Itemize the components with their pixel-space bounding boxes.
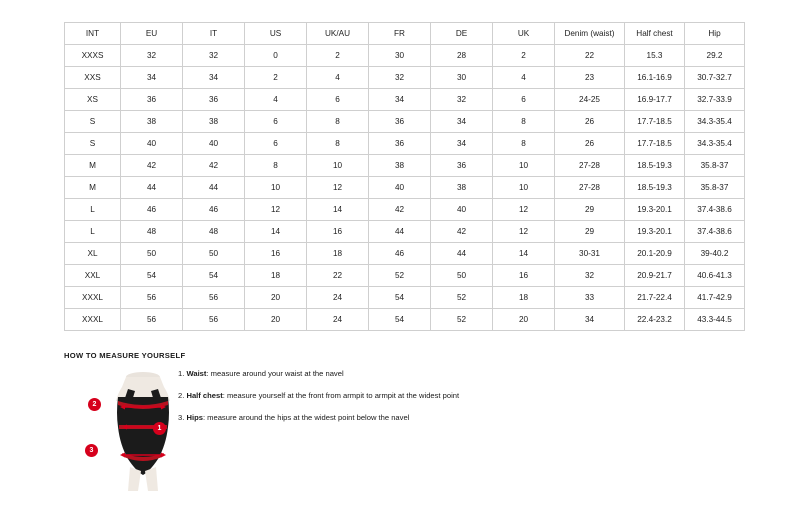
table-cell: 20.1-20.9 [625, 243, 685, 265]
table-cell: 54 [369, 287, 431, 309]
table-cell: 18 [245, 265, 307, 287]
table-cell: 44 [369, 221, 431, 243]
table-cell: 37.4-38.6 [685, 221, 745, 243]
table-cell: 34 [431, 111, 493, 133]
table-cell: 38 [431, 177, 493, 199]
table-cell: 20.9-21.7 [625, 265, 685, 287]
table-header-row [65, 23, 745, 45]
measure-note [178, 413, 598, 422]
table-cell: 43.3-44.5 [685, 309, 745, 331]
table-cell: 8 [307, 111, 369, 133]
table-cell: 40 [183, 133, 245, 155]
column-header: US [245, 23, 307, 45]
table-cell: 29 [555, 199, 625, 221]
measure-badge-waist: 1 [153, 422, 166, 435]
table-cell: 27-28 [555, 177, 625, 199]
column-header: EU [121, 23, 183, 45]
table-cell: XXXL [65, 309, 121, 331]
column-header: Denim (waist) [555, 23, 625, 45]
measure-note [178, 369, 598, 378]
note-number: 1. [178, 369, 185, 378]
table-cell: 8 [493, 111, 555, 133]
table-row [65, 309, 745, 331]
table-cell: S [65, 133, 121, 155]
table-cell: 18.5-19.3 [625, 177, 685, 199]
table-row [65, 155, 745, 177]
table-cell: 42 [183, 155, 245, 177]
table-cell: 14 [307, 199, 369, 221]
table-cell: 10 [493, 177, 555, 199]
table-cell: 12 [493, 199, 555, 221]
column-header: UK [493, 23, 555, 45]
table-cell: 39-40.2 [685, 243, 745, 265]
table-cell: 37.4-38.6 [685, 199, 745, 221]
table-cell: 24 [307, 309, 369, 331]
table-cell: 14 [493, 243, 555, 265]
table-row [65, 243, 745, 265]
table-cell: 22 [307, 265, 369, 287]
table-cell: 34 [369, 89, 431, 111]
table-cell: 16 [493, 265, 555, 287]
table-cell: 12 [493, 221, 555, 243]
table-cell: 35.8-37 [685, 155, 745, 177]
table-cell: 6 [493, 89, 555, 111]
table-cell: 35.8-37 [685, 177, 745, 199]
table-cell: 2 [493, 45, 555, 67]
table-cell: 16.1-16.9 [625, 67, 685, 89]
table-cell: 6 [245, 111, 307, 133]
table-cell: 28 [431, 45, 493, 67]
table-cell: 30.7-32.7 [685, 67, 745, 89]
table-cell: 46 [121, 199, 183, 221]
table-cell: 10 [245, 177, 307, 199]
table-cell: XXXS [65, 45, 121, 67]
table-cell: 41.7-42.9 [685, 287, 745, 309]
table-cell: XXS [65, 67, 121, 89]
table-cell: 14 [245, 221, 307, 243]
table-cell: 16 [307, 221, 369, 243]
table-cell: 50 [431, 265, 493, 287]
table-row [65, 287, 745, 309]
table-cell: 18 [493, 287, 555, 309]
table-row [65, 89, 745, 111]
table-cell: 54 [369, 309, 431, 331]
note-text: : measure around your waist at the navel [206, 369, 344, 378]
table-cell: 33 [555, 287, 625, 309]
table-cell: 24-25 [555, 89, 625, 111]
table-cell: 54 [183, 265, 245, 287]
table-cell: 56 [121, 309, 183, 331]
table-cell: XXL [65, 265, 121, 287]
table-cell: 48 [121, 221, 183, 243]
table-cell: 23 [555, 67, 625, 89]
table-cell: 10 [307, 155, 369, 177]
table-cell: 20 [493, 309, 555, 331]
table-cell: XL [65, 243, 121, 265]
table-cell: 15.3 [625, 45, 685, 67]
table-cell: 38 [369, 155, 431, 177]
table-cell: 10 [493, 155, 555, 177]
table-cell: 44 [431, 243, 493, 265]
table-cell: 16 [245, 243, 307, 265]
table-cell: 20 [245, 309, 307, 331]
table-cell: M [65, 177, 121, 199]
table-cell: 36 [121, 89, 183, 111]
table-cell: 32 [369, 67, 431, 89]
table-cell: 26 [555, 111, 625, 133]
table-cell: 34 [555, 309, 625, 331]
table-cell: 52 [369, 265, 431, 287]
table-cell: 12 [245, 199, 307, 221]
table-cell: 8 [307, 133, 369, 155]
table-cell: 52 [431, 287, 493, 309]
table-cell: 56 [183, 309, 245, 331]
table-cell: 19.3-20.1 [625, 199, 685, 221]
table-cell: XS [65, 89, 121, 111]
table-cell: 22.4-23.2 [625, 309, 685, 331]
table-cell: 34 [431, 133, 493, 155]
table-row [65, 45, 745, 67]
table-cell: 34.3-35.4 [685, 133, 745, 155]
table-cell: 32 [121, 45, 183, 67]
table-cell: 18.5-19.3 [625, 155, 685, 177]
table-row [65, 111, 745, 133]
table-cell: 40.6-41.3 [685, 265, 745, 287]
table-cell: 30 [431, 67, 493, 89]
table-cell: 46 [369, 243, 431, 265]
table-cell: 46 [183, 199, 245, 221]
table-cell: 36 [369, 111, 431, 133]
note-text: : measure yourself at the front from armpit to armpit at the widest point [222, 391, 460, 401]
column-header: Half chest [625, 23, 685, 45]
table-row [65, 67, 745, 89]
measure-notes [178, 369, 598, 435]
note-number: 2. [178, 391, 185, 401]
table-row [65, 177, 745, 199]
column-header: UK/AU [307, 23, 369, 45]
table-cell: 18 [307, 243, 369, 265]
table-cell: 22 [555, 45, 625, 67]
table-cell: 17.7-18.5 [625, 111, 685, 133]
table-cell: 38 [183, 111, 245, 133]
table-cell: 40 [431, 199, 493, 221]
table-cell: 52 [431, 309, 493, 331]
size-table [64, 22, 745, 331]
table-cell: 32.7-33.9 [685, 89, 745, 111]
table-cell: 30 [369, 45, 431, 67]
measure-badge-hips: 3 [85, 444, 98, 457]
table-cell: 42 [369, 199, 431, 221]
table-cell: 17.7-18.5 [625, 133, 685, 155]
column-header: IT [183, 23, 245, 45]
table-cell: 29.2 [685, 45, 745, 67]
size-table-container [64, 22, 734, 331]
table-cell: L [65, 199, 121, 221]
note-number: 3. [178, 413, 185, 423]
table-cell: 34 [183, 67, 245, 89]
table-cell: 36 [183, 89, 245, 111]
table-cell: 34 [121, 67, 183, 89]
table-cell: 24 [307, 287, 369, 309]
table-cell: 6 [307, 89, 369, 111]
table-cell: 42 [121, 155, 183, 177]
table-cell: S [65, 111, 121, 133]
table-cell: 44 [183, 177, 245, 199]
table-cell: 32 [431, 89, 493, 111]
note-term: Half chest [186, 391, 223, 401]
table-cell: 29 [555, 221, 625, 243]
table-cell: 30-31 [555, 243, 625, 265]
table-cell: 4 [245, 89, 307, 111]
table-cell: 36 [431, 155, 493, 177]
table-cell: 40 [369, 177, 431, 199]
table-cell: 50 [121, 243, 183, 265]
column-header: Hip [685, 23, 745, 45]
table-cell: M [65, 155, 121, 177]
table-cell: 20 [245, 287, 307, 309]
table-cell: 21.7-22.4 [625, 287, 685, 309]
table-cell: 19.3-20.1 [625, 221, 685, 243]
table-cell: 38 [121, 111, 183, 133]
table-cell: 26 [555, 133, 625, 155]
table-cell: 56 [183, 287, 245, 309]
column-header: DE [431, 23, 493, 45]
table-cell: 54 [121, 265, 183, 287]
table-cell: 4 [493, 67, 555, 89]
table-cell: 16.9-17.7 [625, 89, 685, 111]
measure-note [178, 391, 598, 400]
table-body [65, 45, 745, 331]
note-term: Hips [186, 413, 203, 423]
how-to-measure-title: HOW TO MEASURE YOURSELF [64, 351, 186, 360]
table-cell: 2 [245, 67, 307, 89]
table-cell: XXXL [65, 287, 121, 309]
table-row [65, 133, 745, 155]
table-row [65, 221, 745, 243]
column-header: FR [369, 23, 431, 45]
table-cell: 0 [245, 45, 307, 67]
table-cell: 56 [121, 287, 183, 309]
table-cell: 27-28 [555, 155, 625, 177]
table-cell: 2 [307, 45, 369, 67]
note-term: Waist [186, 369, 207, 378]
table-cell: 34.3-35.4 [685, 111, 745, 133]
table-cell: 40 [121, 133, 183, 155]
table-cell: L [65, 221, 121, 243]
table-cell: 12 [307, 177, 369, 199]
table-cell: 48 [183, 221, 245, 243]
table-cell: 32 [183, 45, 245, 67]
table-row [65, 265, 745, 287]
table-row [65, 199, 745, 221]
measure-badge-half-chest: 2 [88, 398, 101, 411]
table-cell: 8 [245, 155, 307, 177]
table-cell: 32 [555, 265, 625, 287]
table-cell: 4 [307, 67, 369, 89]
table-cell: 6 [245, 133, 307, 155]
table-cell: 42 [431, 221, 493, 243]
table-cell: 44 [121, 177, 183, 199]
table-cell: 8 [493, 133, 555, 155]
table-cell: 50 [183, 243, 245, 265]
table-cell: 36 [369, 133, 431, 155]
note-text: : measure around the hips at the widest point below the navel [202, 413, 410, 423]
column-header: INT [65, 23, 121, 45]
